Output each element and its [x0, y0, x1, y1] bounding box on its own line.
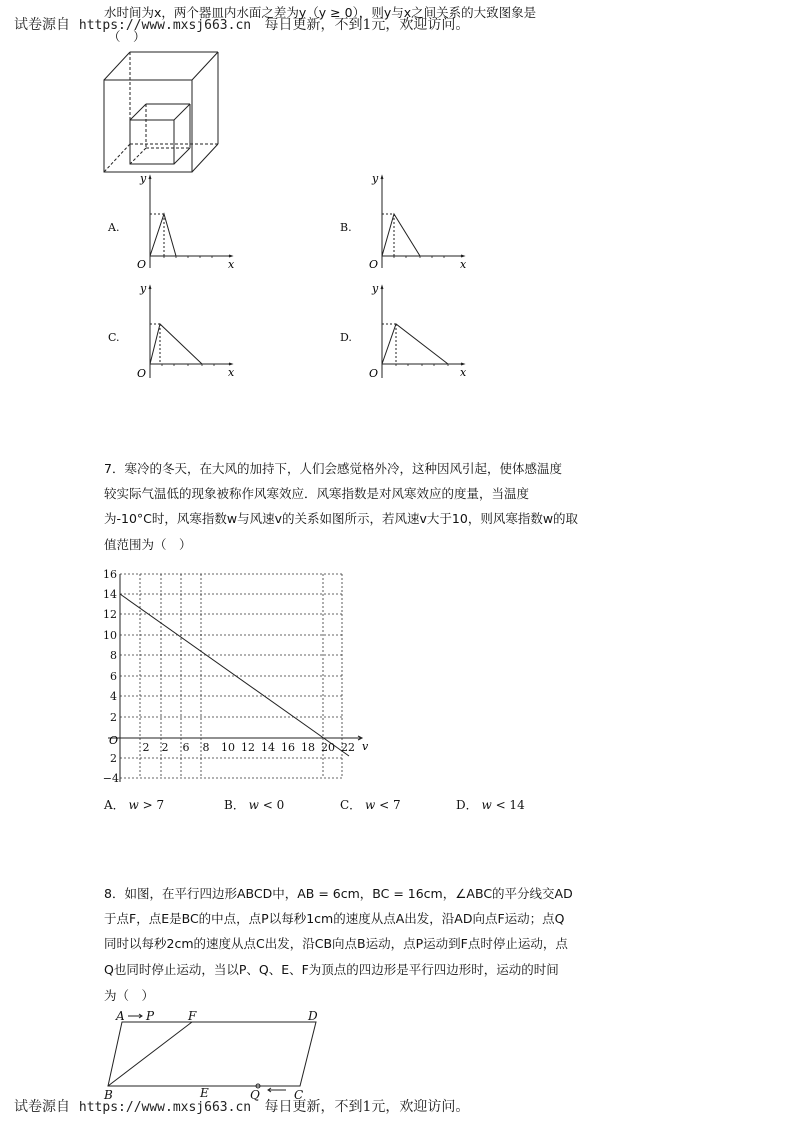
q7-option-a-label: A． [104, 798, 125, 812]
q6-option-d-label[interactable]: D. [340, 331, 352, 344]
windchill-graph [100, 560, 380, 788]
q7-ytick-7: 2 [110, 711, 117, 724]
q6-option-b-graph [360, 170, 472, 272]
q7-option-b-var: w [248, 798, 259, 812]
q7-option-a-rel: > 7 [142, 798, 165, 812]
q7-option-d-rel: < 14 [495, 798, 525, 812]
q7-option-c-rel: < 7 [379, 798, 401, 812]
q6-option-d-graph [360, 280, 472, 382]
q7-ytick-1: 14 [103, 588, 117, 601]
q6-c-axis-x: x [228, 366, 235, 379]
watermark-url[interactable]: https://www.mxsj663.cn [78, 1100, 252, 1115]
q8-label-d: D [308, 1009, 318, 1023]
q7-xtick-7: 16 [281, 741, 295, 754]
q8-line2: 于点F，点E是BC的中点，点P以每秒1cm的速度从点A出发，沿AD向点F运动；点Q [104, 911, 565, 926]
q8-line1: 8．如图，在平行四边形ABCD中，AB = 6cm，BC = 16cm，∠ABC的平分线交AD [104, 886, 573, 901]
q6-c-axis-y: y [140, 282, 147, 295]
q6-d-origin: O [369, 367, 379, 380]
watermark-prefix: 试卷源自 [14, 17, 70, 33]
q6-b-origin: O [369, 258, 379, 271]
watermark-suffix: 每日更新，不到1元，欢迎访问。 [264, 1099, 470, 1115]
q7-option-d-var: w [481, 798, 492, 812]
watermark-bottom [14, 1096, 469, 1116]
q7-xtick-0: 2 [142, 741, 150, 754]
q7-xtick-8: 18 [301, 741, 315, 754]
q7-ytick-6: 4 [110, 690, 117, 703]
q8-label-f: F [188, 1009, 197, 1023]
q7-option-d[interactable] [456, 796, 525, 813]
parallelogram-figure [100, 1004, 330, 1104]
q6-a-axis-y: y [140, 172, 147, 185]
q7-xtick-1: 2 [161, 741, 169, 754]
q6-a-axis-x: x [228, 258, 235, 271]
q7-option-b-rel: < 0 [262, 798, 285, 812]
q7-axis-v: v [362, 740, 369, 753]
q8-label-a: A [116, 1009, 125, 1023]
q6-b-axis-y: y [372, 172, 379, 185]
q7-option-c-label: C． [340, 798, 362, 812]
q8-label-c: C [294, 1088, 304, 1102]
q7-ytick-3: 10 [103, 629, 117, 642]
watermark-url[interactable]: https://www.mxsj663.cn [78, 18, 252, 33]
q7-xtick-3: 8 [202, 741, 210, 754]
q8-label-e: E [200, 1086, 209, 1100]
q7-origin: O [109, 734, 119, 747]
q7-ytick-0: 16 [103, 568, 117, 581]
q7-ytick-8: 2 [110, 752, 117, 765]
q6-option-b-label[interactable]: B. [340, 221, 352, 234]
q6-option-c-label[interactable]: C. [108, 331, 120, 344]
q7-option-a[interactable] [104, 796, 164, 813]
q7-ytick-5: 6 [110, 670, 117, 683]
watermark-suffix: 每日更新，不到1元，欢迎访问。 [264, 17, 470, 33]
q7-line1: 7．寒冷的冬天，在大风的加持下，人们会感觉格外冷，这种因风引起，使体感温度 [104, 461, 562, 476]
q8-line3: 同时以每秒2cm的速度从点C出发，沿CB向点B运动，点P运动到F点时停止运动，点 [104, 936, 568, 951]
q7-xtick-5: 12 [241, 741, 255, 754]
q8-label-p: P [146, 1009, 155, 1023]
q6-b-axis-x: x [460, 258, 467, 271]
q7-option-b-label: B． [224, 798, 245, 812]
q6-d-axis-y: y [372, 282, 379, 295]
q7-line4: 值范围为（ ） [104, 537, 192, 552]
q7-xtick-10: 22 [341, 741, 355, 754]
q7-xtick-4: 10 [221, 741, 235, 754]
q6-a-origin: O [137, 258, 147, 271]
q7-xtick-2: 6 [182, 741, 190, 754]
q8-line4: Q也同时停止运动，当以P、Q、E、F为顶点的四边形是平行四边形时，运动的时间 [104, 962, 559, 977]
q7-xtick-9: 20 [321, 741, 335, 754]
q8-label-q: Q [250, 1088, 260, 1102]
q7-ytick-9: −4 [102, 772, 119, 785]
q7-option-c-var: w [365, 798, 376, 812]
q7-option-d-label: D． [456, 798, 478, 812]
q7-option-a-var: w [128, 798, 139, 812]
q7-line2: 较实际气温低的现象被称作风寒效应．风寒指数是对风寒效应的度量，当温度 [104, 486, 530, 501]
q8-label-b: B [104, 1088, 113, 1102]
q7-ytick-4: 8 [110, 649, 117, 662]
q6-option-a-label[interactable]: A. [108, 221, 120, 234]
q7-option-b[interactable] [224, 796, 284, 813]
q6-c-origin: O [137, 367, 147, 380]
q6-option-c-graph [128, 280, 240, 382]
q8-line5: 为（ ） [104, 988, 155, 1003]
cube-figure [100, 44, 230, 176]
q7-option-c[interactable] [340, 796, 401, 813]
q6-line1: 水时间为x，两个器皿内水面之差为y（y ≥ 0），则y与x之间关系的大致图象是 [104, 5, 537, 20]
q6-line2: （ ） [108, 29, 146, 44]
q6-option-a-graph [128, 170, 240, 272]
watermark-prefix: 试卷源自 [14, 1099, 70, 1115]
q7-xtick-6: 14 [261, 741, 275, 754]
q7-ytick-2: 12 [103, 608, 117, 621]
q6-d-axis-x: x [460, 366, 467, 379]
q7-line3: 为-10°C时，风寒指数w与风速v的关系如图所示，若风速v大于10，则风寒指数w的取 [104, 511, 579, 526]
